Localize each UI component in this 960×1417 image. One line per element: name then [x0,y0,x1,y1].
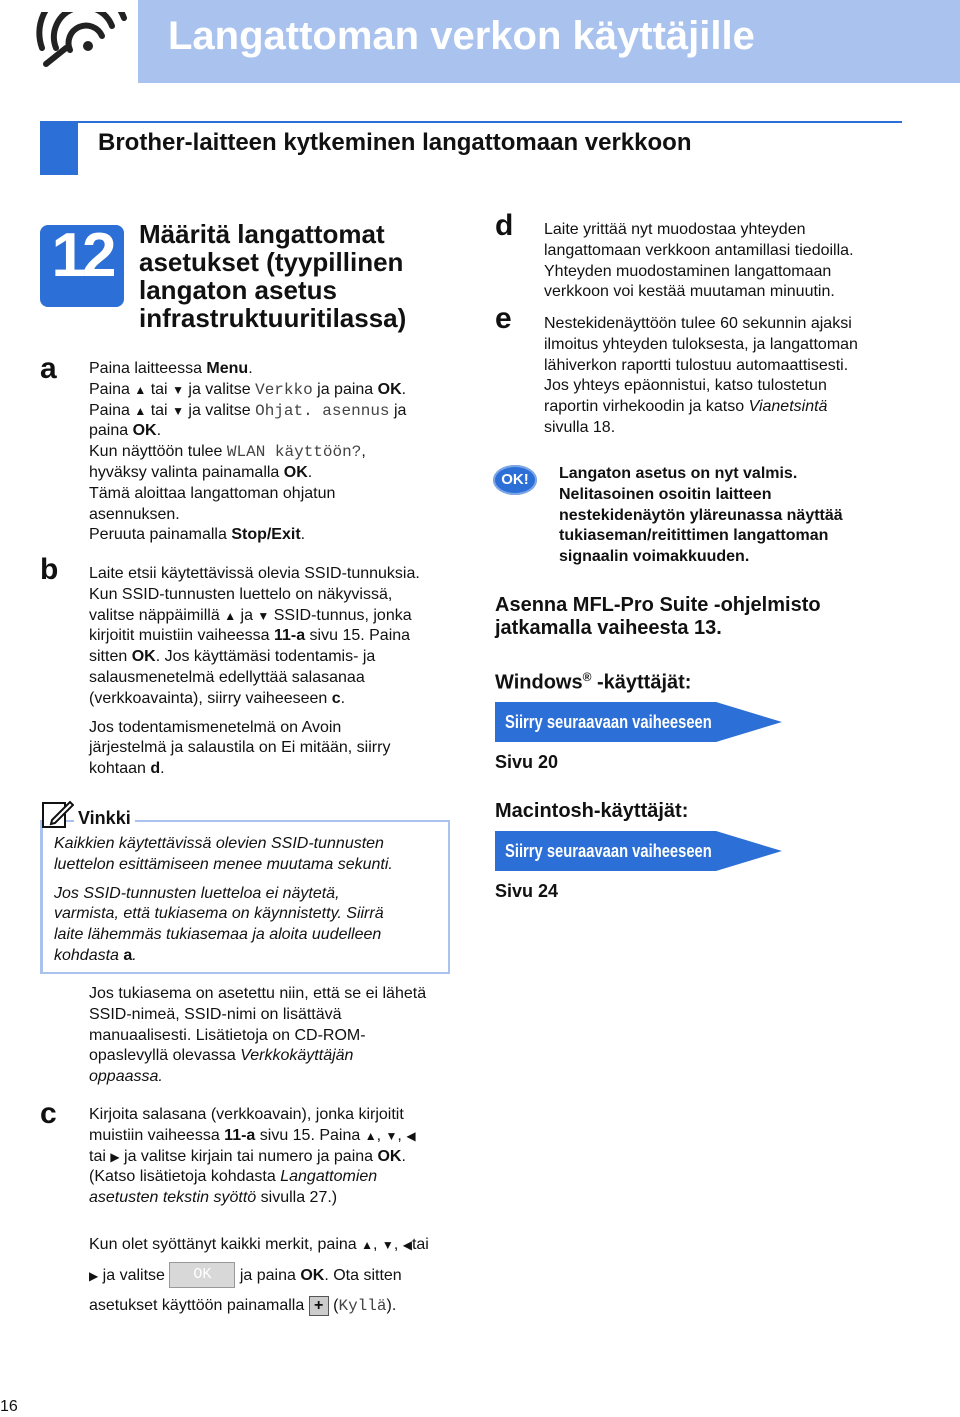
item-letter-e: e [495,302,512,335]
item-c-text: Kirjoita salasana (verkkoavain), jonka kirjoitit muistiin vaiheessa 11-a sivu 15. Paina ▲, ▼, ◀ tai ▶ ja valitse kirjain tai numero ja paina OK. (Katso lisätietoja kohdasta Langattomien asetusten tekstin syöttö sivulla 27.) [89,1106,416,1207]
windows-heading: Windows® -käyttäjät: [495,670,692,694]
up-arrow-icon: ▲ [364,1128,377,1143]
section-title: Brother-laitteen kytkeminen langattomaan verkkoon [98,129,692,156]
windows-page-ref: Sivu 20 [495,752,559,772]
step-number: 12 [51,221,113,290]
item-letter-d: d [495,209,514,242]
section-marker [40,123,78,175]
plus-key-icon: + [309,1296,329,1316]
ok-badge-icon: OK! [493,465,537,495]
ok-text: Langaton asetus on nyt valmis. Nelitasoinen osoitin laitteen nestekidenäytön yläreunassa näyttää tukiaseman/reitittimen langattoman signaalin voimakkuuden. [559,465,843,566]
page-title: Langattoman verkon käyttäjille [168,14,755,58]
mac-page-ref: Sivu 24 [495,881,559,901]
wireless-icon [36,12,132,74]
item-letter-b: b [40,553,59,586]
up-arrow-icon: ▲ [361,1238,374,1252]
up-arrow-icon: ▲ [134,382,147,397]
mac-heading: Macintosh-käyttäjät: [495,800,689,822]
down-arrow-icon: ▼ [172,403,184,418]
up-arrow-icon: ▲ [134,403,147,418]
item-e-text: Nestekidenäyttöön tulee 60 sekunnin ajaksi ilmoitus yhteyden tuloksesta, ja langattoman lähiverkon raportti tulostuu automaattisesti. Jos yhteys epäonnistui, katso tulostetun raportin virhekoodin ja katso Vianetsintä sivulla 18. [544,315,858,436]
ok-softkey: OK [169,1262,235,1288]
item-b-text: Laite etsii käytettävissä olevia SSID-tunnuksia. Kun SSID-tunnusten luettelo on näkyvissä, valitse näppäimillä ▲ ja ▼ SSID-tunnus, jonka kirjoitit muistiin vaiheessa 11-a sivu 15. Paina sitten OK. Jos käyttämäsi todentamis- ja salausmenetelmä edellyttää salasanaa (verkkoavainta), siirry vaiheeseen c. Jos todentamismenetelmä on Avoin järjestelmä ja salaustila on Ei mitään, siirry kohtaan d. [89,565,420,778]
left-arrow-icon: ◀ [402,1238,412,1252]
up-arrow-icon: ▲ [224,608,237,623]
right-arrow-icon: ▶ [89,1268,99,1283]
down-arrow-icon: ▼ [385,1128,398,1143]
section-rule [40,121,902,123]
ssid-note: Jos tukiasema on asetettu niin, että se ei lähetä SSID-nimeä, SSID-nimi on lisättävä manuaalisesti. Lisätietoja on CD-ROM- opaslevyllä olevassa Verkkokäyttäjän oppaassa. [89,985,427,1086]
pencil-icon [42,800,74,830]
step-title: Määritä langattomat asetukset (tyypillinen langaton asetus infrastruktuuritilassa) [139,219,407,333]
item-a-text: Paina laitteessa Menu. Paina ▲ tai ▼ ja valitse Verkko ja paina OK. Paina ▲ tai ▼ ja valitse Ohjat. asennus ja paina OK. Kun näyttöön tulee WLAN käyttöön?, hyväksy valinta painamalla OK. Tämä aloittaa langattoman ohjatun asennuksen. Peruuta painamalla Stop/Exit. [89,360,407,544]
item-d-text: Laite yrittää nyt muodostaa yhteyden langattomaan verkkoon antamillasi tiedoilla. Yhteyden muodostaminen langattomaan verkkoon voi kestää muutaman minuutin. [544,221,854,301]
down-arrow-icon: ▼ [172,382,184,397]
right-arrow-icon: ▶ [110,1149,120,1164]
left-arrow-icon: ◀ [406,1128,416,1143]
tip-label: Vinkki [74,808,135,829]
item-letter-a: a [40,352,57,385]
down-arrow-icon: ▼ [257,608,270,623]
item-c-confirm: Kun olet syöttänyt kaikki merkit, paina ▲, ▼, ◀tai ▶ ja valitse OK ja paina OK. Ota sitten asetukset käyttöön painamalla + (Kyllä). [89,1236,429,1315]
tip-text: Kaikkien käytettävissä olevien SSID-tunnusten luettelon esittämiseen menee muutama sekunti. Jos SSID-tunnusten luetteloa ei näytetä, varmista, että tukiasema on käynnistetty. Siirrä laite lähemmäs tukiasemaa ja aloita uudelleen kohdasta a. [54,835,393,964]
page-number: 16 [0,1398,18,1415]
item-letter-c: c [40,1097,57,1130]
install-heading: Asenna MFL-Pro Suite -ohjelmisto jatkamalla vaiheesta 13. [495,594,821,639]
down-arrow-icon: ▼ [381,1238,394,1252]
